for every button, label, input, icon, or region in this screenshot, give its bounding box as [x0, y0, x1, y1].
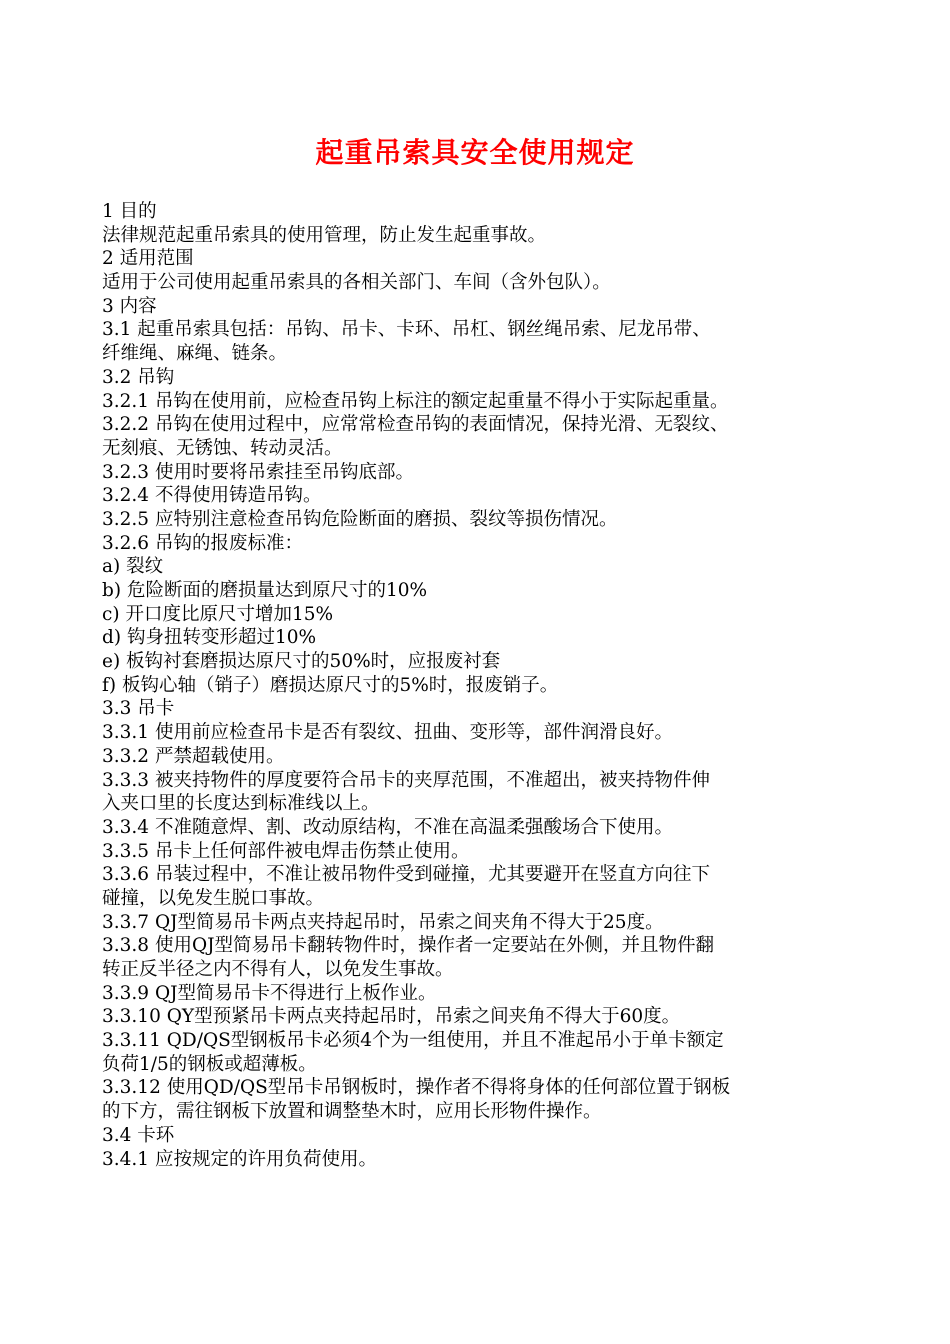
text-line: a) 裂纹	[102, 556, 164, 578]
text-line: 3.2 吊钩	[102, 366, 175, 388]
text-line: 3.3.9 QJ型简易吊卡不得进行上板作业。	[102, 982, 437, 1004]
text-line: c) 开口度比原尺寸增加15%	[102, 603, 334, 625]
text-line: 的下方，需往钢板下放置和调整垫木时，应用长形物件操作。	[102, 1101, 602, 1123]
document-title: 起重吊索具安全使用规定	[315, 136, 635, 169]
text-line: 3.3.4 不准随意焊、割、改动原结构，不准在高温柔强酸场合下使用。	[102, 816, 673, 838]
text-line: 3.3.11 QD/QS型钢板吊卡必须4个为一组使用，并且不准起吊小于单卡额定	[102, 1030, 724, 1052]
text-line: 负荷1/5的钢板或超薄板。	[102, 1053, 317, 1075]
text-line: 3 内容	[102, 295, 157, 317]
text-line: 3.2.3 使用时要将吊索挂至吊钩底部。	[102, 461, 414, 483]
text-line: 3.3 吊卡	[102, 698, 175, 720]
text-line: 2 适用范围	[102, 248, 194, 270]
text-line: 碰撞，以免发生脱口事故。	[102, 887, 325, 909]
text-line: 3.2.6 吊钩的报废标准：	[102, 532, 303, 554]
text-line: 1 目的	[102, 201, 157, 222]
text-line: 适用于公司使用起重吊索具的各相关部门、车间（含外包队）。	[102, 272, 611, 294]
text-line: 3.4.1 应按规定的许用负荷使用。	[102, 1148, 377, 1170]
text-line: 3.3.7 QJ型简易吊卡两点夹持起吊时，吊索之间夹角不得大于25度。	[102, 911, 664, 933]
text-line: 3.3.8 使用QJ型简易吊卡翻转物件时，操作者一定要站在外侧，并且物件翻	[102, 935, 715, 957]
text-line: b) 危险断面的磨损量达到原尺寸的10%	[102, 580, 428, 601]
text-line: 3.4 卡环	[102, 1124, 175, 1146]
text-line: 3.3.3 被夹持物件的厚度要符合吊卡的夹厚范围，不准超出，被夹持物件伸	[102, 769, 710, 791]
text-line: 3.3.5 吊卡上任何部件被电焊击伤禁止使用。	[102, 840, 470, 862]
text-line: 3.2.2 吊钩在使用过程中，应常常检查吊钩的表面情况，保持光滑、无裂纹、	[102, 414, 729, 436]
text-line: 法律规范起重吊索具的使用管理，防止发生起重事故。	[102, 224, 547, 246]
text-line: 3.3.2 严禁超载使用。	[102, 745, 285, 767]
text-line: 入夹口里的长度达到标准线以上。	[102, 793, 380, 815]
text-line: d) 钩身扭转变形超过10%	[102, 627, 317, 649]
text-line: 纤维绳、麻绳、链条。	[102, 343, 288, 365]
text-line: 3.3.10 QY型预紧吊卡两点夹持起吊时，吊索之间夹角不得大于60度。	[102, 1006, 681, 1028]
text-line: e) 板钩衬套磨损达原尺寸的50%时，应报废衬套	[102, 651, 501, 673]
text-line: 3.3.6 吊装过程中，不准让被吊物件受到碰撞，尤其要避开在竖直方向往下	[102, 864, 710, 886]
text-line: 转正反半径之内不得有人，以免发生事故。	[102, 959, 454, 980]
text-line: 3.3.12 使用QD/QS型吊卡吊钢板时，操作者不得将身体的任何部位置于钢板	[102, 1077, 731, 1099]
text-line: f) 板钩心轴（销子）磨损达原尺寸的5%时，报废销子。	[102, 674, 559, 696]
text-line: 3.2.4 不得使用铸造吊钩。	[102, 485, 322, 507]
text-line: 3.2.1 吊钩在使用前，应检查吊钩上标注的额定起重量不得小于实际起重量。	[102, 390, 729, 412]
text-line: 3.3.1 使用前应检查吊卡是否有裂纹、扭曲、变形等，部件润滑良好。	[102, 722, 673, 744]
document-body	[102, 200, 862, 1171]
text-line: 3.1 起重吊索具包括：吊钩、吊卡、卡环、吊杠、钢丝绳吊索、尼龙吊带、	[102, 319, 711, 341]
text-line: 3.2.5 应特别注意检查吊钩危险断面的磨损、裂纹等损伤情况。	[102, 508, 618, 530]
text-line: 无刻痕、无锈蚀、转动灵活。	[102, 437, 343, 459]
